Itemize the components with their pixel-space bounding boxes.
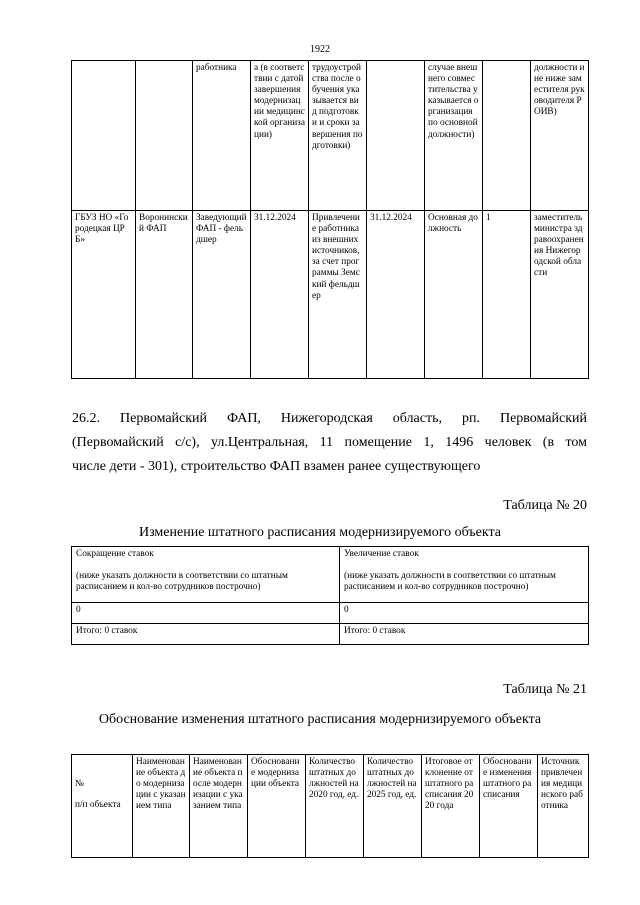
- table-21-title: Обоснование изменения штатного расписания модернизируемого объекта: [98, 712, 542, 727]
- table-20: [71, 546, 589, 645]
- table-cell: [136, 61, 193, 211]
- table-cell: 0: [340, 603, 589, 624]
- table-header-cell: [72, 755, 133, 858]
- table-cell: 0: [72, 603, 340, 624]
- table-header-cell: Итоговое отклонение от штатного расписания 2020 года: [422, 755, 480, 858]
- table-row: [72, 603, 589, 624]
- table-cell: [72, 547, 340, 603]
- section-paragraph: [72, 407, 587, 479]
- table-header-cell: Обоснование модернизации объекта: [248, 755, 306, 858]
- table-header-cell: Источник привлечения медицинского работника: [538, 755, 589, 858]
- table-20-label: Таблица № 20: [503, 498, 587, 513]
- table-header-cell: Наименование объекта после модернизации с указанием типа: [190, 755, 248, 858]
- table-cell: Привлечение работника из внешних источников, за счет программы Земский фельдшер: [309, 211, 367, 379]
- table-row: [72, 624, 589, 645]
- table-cell: работника: [193, 61, 251, 211]
- table-cell: заместитель министра здравоохранения Нижегородской области: [531, 211, 589, 379]
- table-cell: [340, 547, 589, 603]
- table-row: [72, 547, 589, 603]
- number-sign: №: [75, 779, 84, 789]
- table-21-label: Таблица № 21: [503, 682, 587, 697]
- table-21: [71, 754, 589, 858]
- table-cell: Воронинский ФАП: [136, 211, 193, 379]
- table-cell: [367, 61, 425, 211]
- table-header-row: [72, 755, 589, 858]
- paragraph-line: (Первомайский с/с), ул.Центральная, 11 помещение 1, 1496 человек (в том: [72, 435, 587, 450]
- table-cell: 1: [483, 211, 531, 379]
- table-cell: Заведующий ФАП - фельдшер: [193, 211, 251, 379]
- table-header-cell: Количество штатных должностей на 2025 год, ед.: [364, 755, 422, 858]
- increase-note: (ниже указать должности в соответствии со штатным расписанием и кол-во сотрудников построчно): [344, 570, 556, 592]
- table-cell: [72, 61, 136, 211]
- object-number-label: п/п объекта: [75, 800, 121, 811]
- staffing-table-continued: [71, 60, 589, 379]
- table-header-cell: Наименование объекта до модернизации с указанием типа: [133, 755, 190, 858]
- increase-header: Увеличение ставок: [344, 549, 419, 559]
- table-cell: Основная должность: [425, 211, 483, 379]
- paragraph-line: числе дети - 301), строительство ФАП взамен ранее существующего: [72, 459, 481, 474]
- page-number: 1922: [310, 44, 330, 55]
- table-cell: должности и не ниже заместителя руководителя РОИВ): [531, 61, 589, 211]
- reduction-header: Сокращение ставок: [76, 549, 154, 559]
- table-cell: трудоустройства после обучения указывается вид подготовки и сроки завершения подготовки): [309, 61, 367, 211]
- table-cell: Итого: 0 ставок: [72, 624, 340, 645]
- table-header-cell: Обоснование изменения штатного расписания: [480, 755, 538, 858]
- table-cell: ГБУЗ НО «Городецкая ЦРБ»: [72, 211, 136, 379]
- table-cell: 31.12.2024: [251, 211, 309, 379]
- table-cell: случае внешнего совместительства указывается организация по основной должности): [425, 61, 483, 211]
- table-header-cell: Количество штатных должностей на 2020 год, ед.: [306, 755, 364, 858]
- table-cell: [483, 61, 531, 211]
- paragraph-line: 26.2. Первомайский ФАП, Нижегородская область, рп. Первомайский: [72, 411, 587, 426]
- reduction-note: (ниже указать должности в соответствии со штатным расписанием и кол-во сотрудников построчно): [76, 570, 288, 592]
- table-20-title: Изменение штатного расписания модернизируемого объекта: [138, 525, 502, 540]
- table-cell: 31.12.2024: [367, 211, 425, 379]
- table-cell: Итого: 0 ставок: [340, 624, 589, 645]
- table-row: [72, 211, 589, 379]
- table-row: [72, 61, 589, 211]
- table-cell: а (в соответствии с датой завершения модернизации медицинской организации): [251, 61, 309, 211]
